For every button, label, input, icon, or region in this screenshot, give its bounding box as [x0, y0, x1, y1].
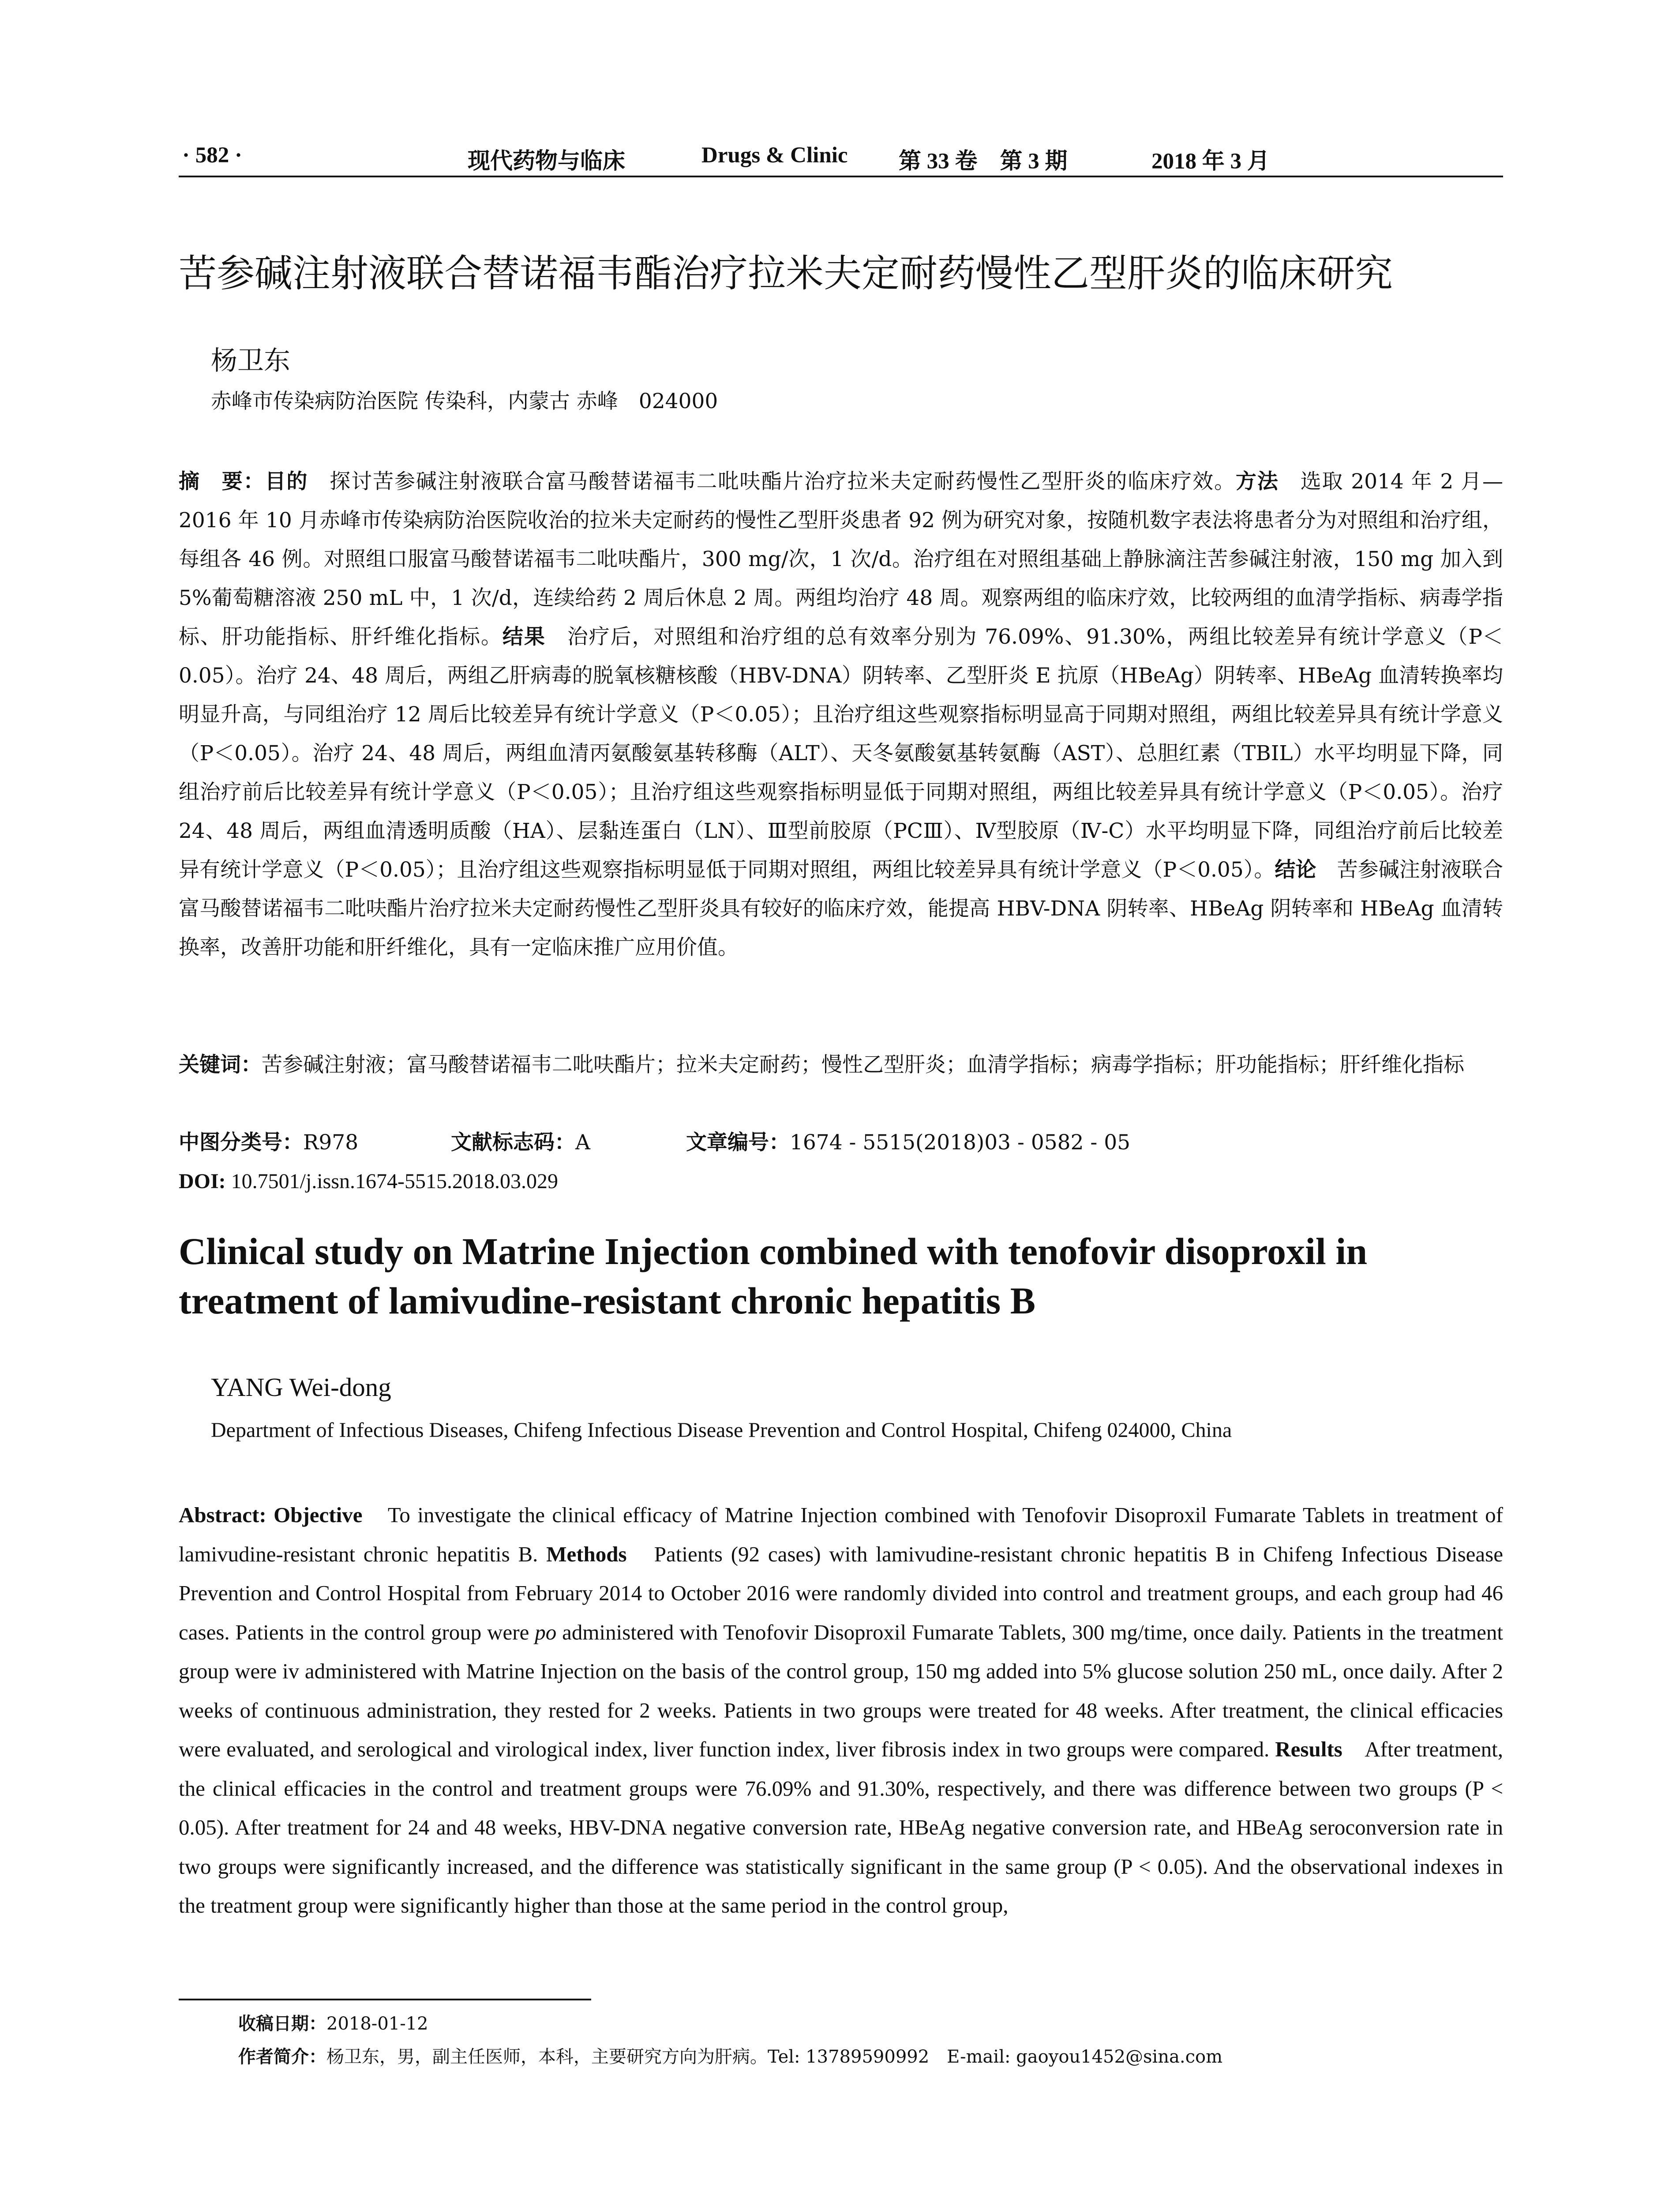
- conclusion-text-cn: 苦参碱注射液联合富马酸替诺福韦二吡呋酯片治疗拉米夫定耐药慢性乙型肝炎具有较好的临床疗效，能提高 HBV-DNA 阴转率、HBeAg 阴转率和 HBeAg 血清转换率，改善肝功能和肝纤维化，具有一定临床推广应用价值。: [179, 858, 1504, 960]
- objective-text-cn: 探讨苦参碱注射液联合富马酸替诺福韦二吡呋酯片治疗拉米夫定耐药慢性乙型肝炎的临床疗效。: [308, 469, 1236, 494]
- methods-text-en-part1: Patients (92 cases) with lamivudine-resistant chronic hepatitis B in Chifeng Infectious Disease Prevention and Control Hospital from February 2014 to October 2016 were randomly divided into control and treatment groups, and each group had 46 cases. Patients in the control group were: [179, 1542, 1503, 1644]
- received-label: 收稿日期：: [238, 2014, 326, 2034]
- doi-line: [179, 1162, 558, 1201]
- methods-label-en: Methods: [546, 1542, 627, 1566]
- affiliation-cn: 赤峰市传染病防治医院 传染科，内蒙古 赤峰 024000: [211, 389, 718, 413]
- clc-label: 中图分类号：: [179, 1130, 303, 1155]
- objective-label-en: Objective: [274, 1503, 363, 1527]
- abstract-label-cn: 摘 要：: [179, 469, 265, 494]
- journal-name-cn: 现代药物与临床: [468, 149, 626, 174]
- objective-text-en: To investigate the clinical efficacy of Matrine Injection combined with Tenofovir Disoproxil Fumarate Tablets in treatment of lamivudine-resistant chronic hepatitis B.: [179, 1503, 1503, 1566]
- abstract-en: [179, 1496, 1503, 1925]
- journal-name-en: Drugs & Clinic: [701, 143, 848, 168]
- keywords-label-cn: 关键词：: [179, 1053, 262, 1077]
- keywords-cn: [179, 1046, 1503, 1084]
- methods-text-cn: 选取 2014 年 2 月—2016 年 10 月赤峰市传染病防治医院收治的拉米夫定耐药的慢性乙型肝炎患者 92 例为研究对象，按随机数字表法将患者分为对照组和治疗组，每组各 46 例。对照组口服富马酸替诺福韦二吡呋酯片，300 mg/次，1 次/d。治疗组在对照组基础上静脉滴注苦参碱注射液，150 mg 加入到 5%葡萄糖溶液 250 mL 中，1 次/d，连续给药 2 周后休息 2 周。两组均治疗 48 周。观察两组的临床疗效，比较两组的血清学指标、病毒学指标、肝功能指标、肝纤维化指标。: [179, 469, 1504, 649]
- conclusion-label-cn: 结论: [1275, 858, 1316, 882]
- article-id: [686, 1123, 1131, 1162]
- methods-text-en-po: po: [535, 1620, 557, 1644]
- author-bio-value: 杨卫东，男，副主任医师，本科，主要研究方向为肝病。Tel: 13789590992 E-mail: gaoyou1452@sina.com: [326, 2047, 1223, 2067]
- results-text-cn: 治疗后，对照组和治疗组的总有效率分别为 76.09%、91.30%，两组比较差异有统计学意义（P＜0.05）。治疗 24、48 周后，两组乙肝病毒的脱氧核糖核酸（HBV-DNA）阴转率、乙型肝炎 E 抗原（HBeAg）阴转率、HBeAg 血清转换率均明显升高，与同组治疗 12 周后比较差异有统计学意义（P＜0.05）；且治疗组这些观察指标明显高于同期对照组，两组比较差异具有统计学意义（P＜0.05）。治疗 24、48 周后，两组血清丙氨酸氨基转移酶（ALT）、天冬氨酸氨基转氨酶（AST）、总胆红素（TBIL）水平均明显下降，同组治疗前后比较差异有统计学意义（P＜0.05）；且治疗组这些观察指标明显低于同期对照组，两组比较差异具有统计学意义（P＜0.05）。治疗 24、48 周后，两组血清透明质酸（HA）、层黏连蛋白（LN）、Ⅲ型前胶原（PCⅢ）、Ⅳ型胶原（Ⅳ-C）水平均明显下降，同组治疗前后比较差异有统计学意义（P＜0.05）；且治疗组这些观察指标明显低于同期对照组，两组比较差异具有统计学意义（P＜0.05）。: [179, 625, 1504, 882]
- issue-date: 2018 年 3 月: [1151, 149, 1270, 174]
- author-name-en: YANG Wei-dong: [211, 1373, 391, 1402]
- running-header: [179, 140, 1503, 177]
- document-code-value: A: [575, 1130, 590, 1155]
- article-id-label: 文章编号：: [686, 1130, 790, 1155]
- results-label-cn: 结果: [502, 625, 546, 649]
- classification-row: [179, 1123, 1503, 1162]
- article-id-value: 1674 - 5515(2018)03 - 0582 - 05: [790, 1130, 1131, 1155]
- footnote-author-bio: [238, 2043, 1222, 2068]
- affiliation-en: Department of Infectious Diseases, Chifeng Infectious Disease Prevention and Control Hospital, Chifeng 024000, China: [211, 1418, 1232, 1442]
- article-title-en: Clinical study on Matrine Injection combined with tenofovir disoproxil in treatment of lamivudine-resistant chronic hepatitis B: [179, 1230, 1368, 1322]
- methods-label-cn: 方法: [1235, 469, 1279, 494]
- keywords-text-cn: 苦参碱注射液；富马酸替诺福韦二吡呋酯片；拉米夫定耐药；慢性乙型肝炎；血清学指标；病毒学指标；肝功能指标；肝纤维化指标: [262, 1053, 1464, 1077]
- doi-value: 10.7501/j.issn.1674-5515.2018.03.029: [225, 1170, 559, 1193]
- author-name-cn: 杨卫东: [211, 345, 290, 376]
- results-label-en: Results: [1275, 1737, 1342, 1761]
- abstract-label-en: Abstract:: [179, 1503, 266, 1527]
- methods-text-en-part2: administered with Tenofovir Disoproxil Fumarate Tablets, 300 mg/time, once daily. Patients in the treatment group were iv administered with Matrine Injection on the basis of the control group, 150 mg added into 5% glucose solution 250 mL, once daily. After 2 weeks of continuous administration, they rested for 2 weeks. Patients in two groups were treated for 48 weeks. After treatment, the clinical efficacies were evaluated, and serological and virological index, liver function index, liver fibrosis index in two groups were compared.: [179, 1620, 1503, 1761]
- clc-value: R978: [303, 1130, 359, 1155]
- page-number: · 582 ·: [182, 143, 243, 168]
- article-title-cn: 苦参碱注射液联合替诺福韦酯治疗拉米夫定耐药慢性乙型肝炎的临床研究: [179, 251, 1393, 296]
- clc-number: [179, 1123, 359, 1162]
- document-code: [451, 1123, 590, 1162]
- document-code-label: 文献标志码：: [451, 1130, 575, 1155]
- doi-label: DOI:: [179, 1170, 226, 1193]
- author-bio-label: 作者简介：: [238, 2047, 326, 2067]
- abstract-cn: [179, 462, 1503, 967]
- received-value: 2018-01-12: [326, 2014, 428, 2034]
- footnote-received: [238, 2010, 428, 2035]
- results-text-en: After treatment, the clinical efficacies in the control and treatment groups were 76.09% and 91.30%, respectively, and there was difference between two groups (P < 0.05). After treatment for 24 and 48 weeks, HBV-DNA negative conversion rate, HBeAg negative conversion rate, and HBeAg seroconversion rate in two groups were significantly increased, and the difference was statistically significant in the same group (P < 0.05). And the observational indexes in the treatment group were significantly higher than those at the same period in the control group,: [179, 1737, 1503, 1917]
- volume-issue: 第 33 卷 第 3 期: [899, 149, 1068, 174]
- objective-label-cn: 目的: [265, 469, 308, 494]
- footnote-divider: [179, 1999, 591, 2000]
